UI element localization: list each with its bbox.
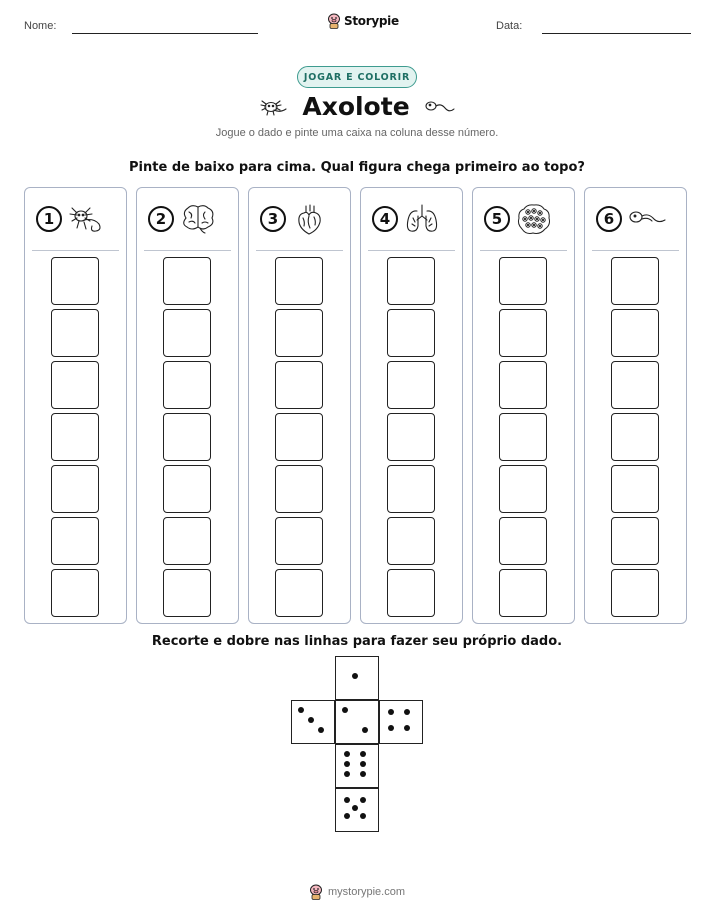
color-box[interactable] xyxy=(163,257,211,305)
title-row xyxy=(0,92,714,121)
column-header xyxy=(148,202,218,236)
dice-pip xyxy=(360,751,366,757)
dice-face-2 xyxy=(335,700,379,744)
brand-logo xyxy=(327,13,399,29)
color-box[interactable] xyxy=(611,465,659,513)
column-header xyxy=(484,202,554,236)
name-line[interactable] xyxy=(72,33,258,34)
dice-pip xyxy=(344,751,350,757)
color-box[interactable] xyxy=(499,257,547,305)
dice-pip xyxy=(344,813,350,819)
color-box[interactable] xyxy=(387,361,435,409)
column-number: 1 xyxy=(36,206,62,232)
egg-cluster-icon xyxy=(514,202,554,236)
tadpole-icon xyxy=(626,202,668,236)
color-boxes xyxy=(163,257,211,621)
dice-pip xyxy=(298,707,304,713)
pig-mascot-icon xyxy=(309,884,323,900)
color-box[interactable] xyxy=(51,309,99,357)
dice-pip xyxy=(342,707,348,713)
color-box[interactable] xyxy=(51,465,99,513)
color-box[interactable] xyxy=(275,517,323,565)
column-number: 6 xyxy=(596,206,622,232)
dice-pip xyxy=(360,771,366,777)
dice-pip xyxy=(360,761,366,767)
column-divider xyxy=(144,250,231,251)
dice-pip xyxy=(308,717,314,723)
dice-face-6 xyxy=(335,744,379,788)
dice-pip xyxy=(404,709,410,715)
axolotl-icon xyxy=(66,202,106,236)
race-column-3 xyxy=(248,187,351,624)
dice-pip xyxy=(344,797,350,803)
color-box[interactable] xyxy=(163,413,211,461)
column-number: 3 xyxy=(260,206,286,232)
color-box[interactable] xyxy=(611,517,659,565)
dice-pip xyxy=(404,725,410,731)
color-boxes xyxy=(611,257,659,621)
dice-pip xyxy=(360,797,366,803)
dice-pip xyxy=(388,709,394,715)
color-box[interactable] xyxy=(163,309,211,357)
race-columns xyxy=(24,187,687,624)
dice-pip xyxy=(388,725,394,731)
dice-instruction: Recorte e dobre nas linhas para fazer seu próprio dado. xyxy=(151,634,563,649)
color-box[interactable] xyxy=(51,517,99,565)
color-box[interactable] xyxy=(611,309,659,357)
color-box[interactable] xyxy=(51,257,99,305)
race-column-5 xyxy=(472,187,575,624)
dice-pip xyxy=(344,761,350,767)
date-line[interactable] xyxy=(542,33,691,34)
color-boxes xyxy=(387,257,435,621)
color-box[interactable] xyxy=(387,413,435,461)
color-box[interactable] xyxy=(611,413,659,461)
color-box[interactable] xyxy=(499,309,547,357)
heart-icon xyxy=(290,202,330,236)
pig-mascot-icon xyxy=(327,13,341,29)
color-box[interactable] xyxy=(387,569,435,617)
tadpole-icon xyxy=(424,98,456,116)
column-header xyxy=(260,202,330,236)
color-box[interactable] xyxy=(51,413,99,461)
color-box[interactable] xyxy=(163,465,211,513)
column-divider xyxy=(480,250,567,251)
category-badge: JOGAR E COLORIR xyxy=(297,66,417,88)
color-box[interactable] xyxy=(163,361,211,409)
color-box[interactable] xyxy=(499,569,547,617)
dice-pip xyxy=(352,805,358,811)
race-column-2 xyxy=(136,187,239,624)
color-boxes xyxy=(499,257,547,621)
column-number: 5 xyxy=(484,206,510,232)
axolotl-icon xyxy=(258,96,288,118)
column-divider xyxy=(32,250,119,251)
color-box[interactable] xyxy=(51,569,99,617)
columns-instruction: Pinte de baixo para cima. Qual figura chega primeiro ao topo? xyxy=(129,160,585,175)
dice-pip xyxy=(352,673,358,679)
color-box[interactable] xyxy=(51,361,99,409)
color-box[interactable] xyxy=(387,517,435,565)
column-header xyxy=(596,202,668,236)
color-box[interactable] xyxy=(499,361,547,409)
color-box[interactable] xyxy=(499,517,547,565)
color-box[interactable] xyxy=(611,361,659,409)
color-box[interactable] xyxy=(163,517,211,565)
color-box[interactable] xyxy=(275,465,323,513)
column-divider xyxy=(368,250,455,251)
color-box[interactable] xyxy=(611,569,659,617)
color-box[interactable] xyxy=(275,413,323,461)
race-column-1 xyxy=(24,187,127,624)
footer-url[interactable]: mystorypie.com xyxy=(327,886,406,898)
column-number: 2 xyxy=(148,206,174,232)
color-box[interactable] xyxy=(387,465,435,513)
dice-face-3 xyxy=(291,700,335,744)
brain-icon xyxy=(178,202,218,236)
column-number: 4 xyxy=(372,206,398,232)
column-header xyxy=(36,202,106,236)
color-boxes xyxy=(275,257,323,621)
column-divider xyxy=(256,250,343,251)
brand-name: Storypie xyxy=(344,14,399,28)
column-header xyxy=(372,202,442,236)
page-subtitle: Jogue o dado e pinte uma caixa na coluna desse número. xyxy=(215,127,499,139)
color-box[interactable] xyxy=(387,309,435,357)
lungs-icon xyxy=(402,202,442,236)
color-boxes xyxy=(51,257,99,621)
date-label: Data: xyxy=(496,20,523,32)
footer xyxy=(0,884,714,900)
color-box[interactable] xyxy=(611,257,659,305)
color-box[interactable] xyxy=(275,361,323,409)
dice-pip xyxy=(362,727,368,733)
color-box[interactable] xyxy=(275,257,323,305)
color-box[interactable] xyxy=(163,569,211,617)
column-divider xyxy=(592,250,679,251)
color-box[interactable] xyxy=(275,569,323,617)
name-label: Nome: xyxy=(24,20,57,32)
dice-face-1 xyxy=(335,656,379,700)
page-title: Axolote xyxy=(302,92,410,121)
dice-pip xyxy=(360,813,366,819)
color-box[interactable] xyxy=(499,413,547,461)
dice-pip xyxy=(318,727,324,733)
color-box[interactable] xyxy=(387,257,435,305)
color-box[interactable] xyxy=(499,465,547,513)
dice-pip xyxy=(344,771,350,777)
race-column-4 xyxy=(360,187,463,624)
color-box[interactable] xyxy=(275,309,323,357)
race-column-6 xyxy=(584,187,687,624)
dice-face-4 xyxy=(379,700,423,744)
dice-face-5 xyxy=(335,788,379,832)
